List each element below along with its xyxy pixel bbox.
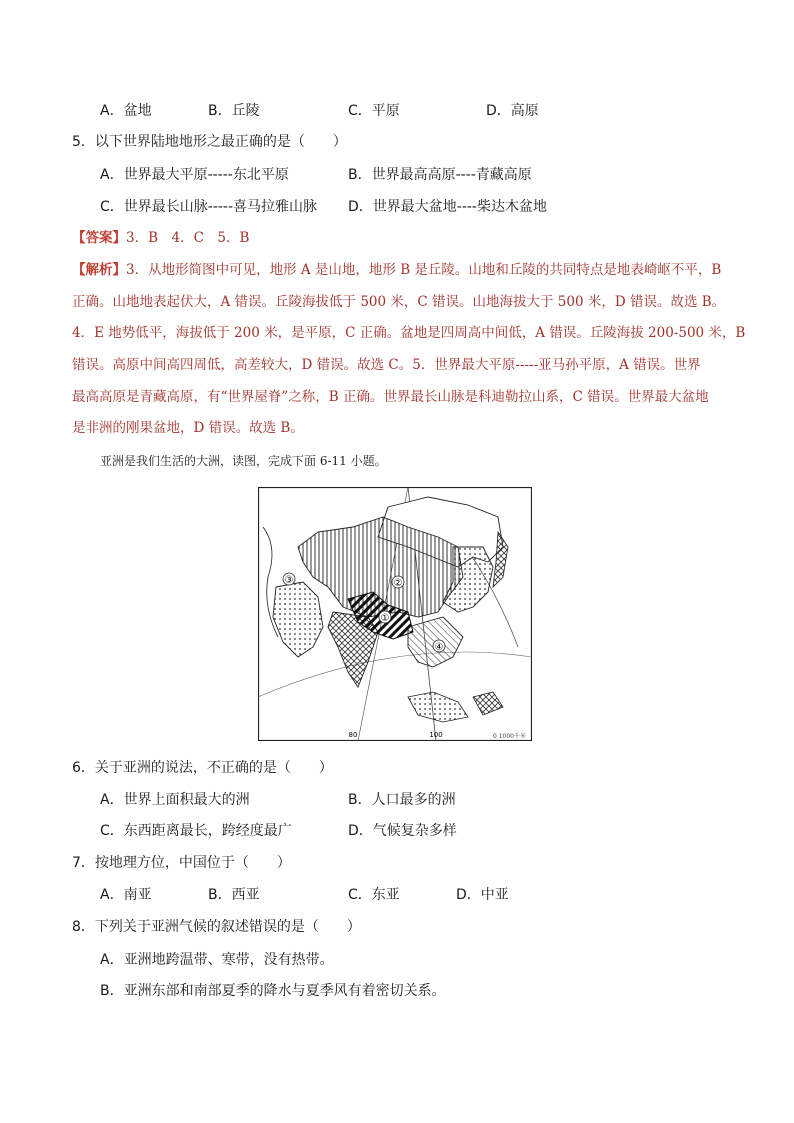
- asia-map: [258, 487, 532, 741]
- analysis-line-5: 最高高原是青藏高原，有“世界屋脊”之称，B 正确。世界最长山脉是科迪勒拉山系，C 错误。世界最大盆地: [72, 389, 709, 405]
- q7-option-c: C．东亚: [348, 887, 400, 903]
- q4-option-c: C．平原: [348, 103, 400, 119]
- q6-stem: 6．关于亚洲的说法，不正确的是（ ）: [72, 760, 333, 776]
- analysis-line-1: 【解析】3．从地形简图中可见，地形 A 是山地，地形 B 是丘陵。山地和丘陵的共同特点是地表崎岖不平，B: [72, 262, 722, 278]
- q7-stem: 7．按地理方位，中国位于（ ）: [72, 855, 291, 871]
- q5-option-d: D．世界最大盆地----柴达木盆地: [348, 199, 547, 215]
- q8-option-a: A．亚洲地跨温带、寒带，没有热带。: [100, 952, 334, 968]
- analysis-label: 【解析】: [72, 262, 126, 278]
- q7-option-d: D．中亚: [456, 887, 509, 903]
- map-label-3: ③: [284, 575, 294, 586]
- map-label-4: ④: [434, 642, 444, 653]
- analysis-line-2: 正确。山地地表起伏大，A 错误。丘陵海拔低于 500 米，C 错误。山地海拔大于 500 米，D 错误。故选 B。: [72, 294, 726, 310]
- q5-option-a: A．世界最大平原-----东北平原: [100, 167, 289, 183]
- q4-option-a: A．盆地: [100, 103, 152, 119]
- map-intro: 亚洲是我们生活的大洲，读图，完成下面 6-11 小题。: [100, 454, 387, 468]
- q5-option-c: C．世界最长山脉-----喜马拉雅山脉: [100, 199, 318, 215]
- q7-option-a: A．南亚: [100, 887, 152, 903]
- q4-option-d: D．高原: [486, 103, 539, 119]
- q7-option-b: B．西亚: [208, 887, 260, 903]
- answer-line: [72, 228, 249, 248]
- answer-label: 【答案】: [72, 230, 126, 246]
- map-lon-100: 100: [429, 731, 443, 739]
- q6-option-d: D．气候复杂多样: [348, 823, 457, 839]
- q8-stem: 8．下列关于亚洲气候的叙述错误的是（ ）: [72, 919, 361, 935]
- q6-option-a: A．世界上面积最大的洲: [100, 792, 250, 808]
- analysis-line-6: 是非洲的刚果盆地，D 错误。故选 B。: [72, 420, 304, 436]
- q5-option-b: B．世界最高高原----青藏高原: [348, 167, 532, 183]
- q6-option-b: B．人口最多的洲: [348, 792, 456, 808]
- q6-option-c: C．东西距离最长，跨经度最广: [100, 823, 292, 839]
- analysis-line-3: 4．E 地势低平，海拔低于 200 米，是平原，C 正确。盆地是四周高中间低，A 错误。丘陵海拔 200-500 米，B: [72, 325, 746, 341]
- map-label-2: ②: [393, 578, 403, 589]
- map-lon-80: 80: [348, 731, 358, 739]
- q5-stem: 5．以下世界陆地地形之最正确的是（ ）: [72, 134, 347, 150]
- answer-text: 3．B 4．C 5．B: [126, 230, 250, 246]
- map-scale: 0 1000千米: [493, 733, 526, 740]
- q4-option-b: B．丘陵: [208, 103, 260, 119]
- map-label-1: ①: [380, 613, 390, 624]
- q8-option-b: B．亚洲东部和南部夏季的降水与夏季风有着密切关系。: [100, 983, 446, 999]
- analysis-line-4: 错误。高原中间高四周低，高差较大，D 错误。故选 C。5．世界最大平原-----亚马孙平原，A 错误。世界: [72, 357, 701, 373]
